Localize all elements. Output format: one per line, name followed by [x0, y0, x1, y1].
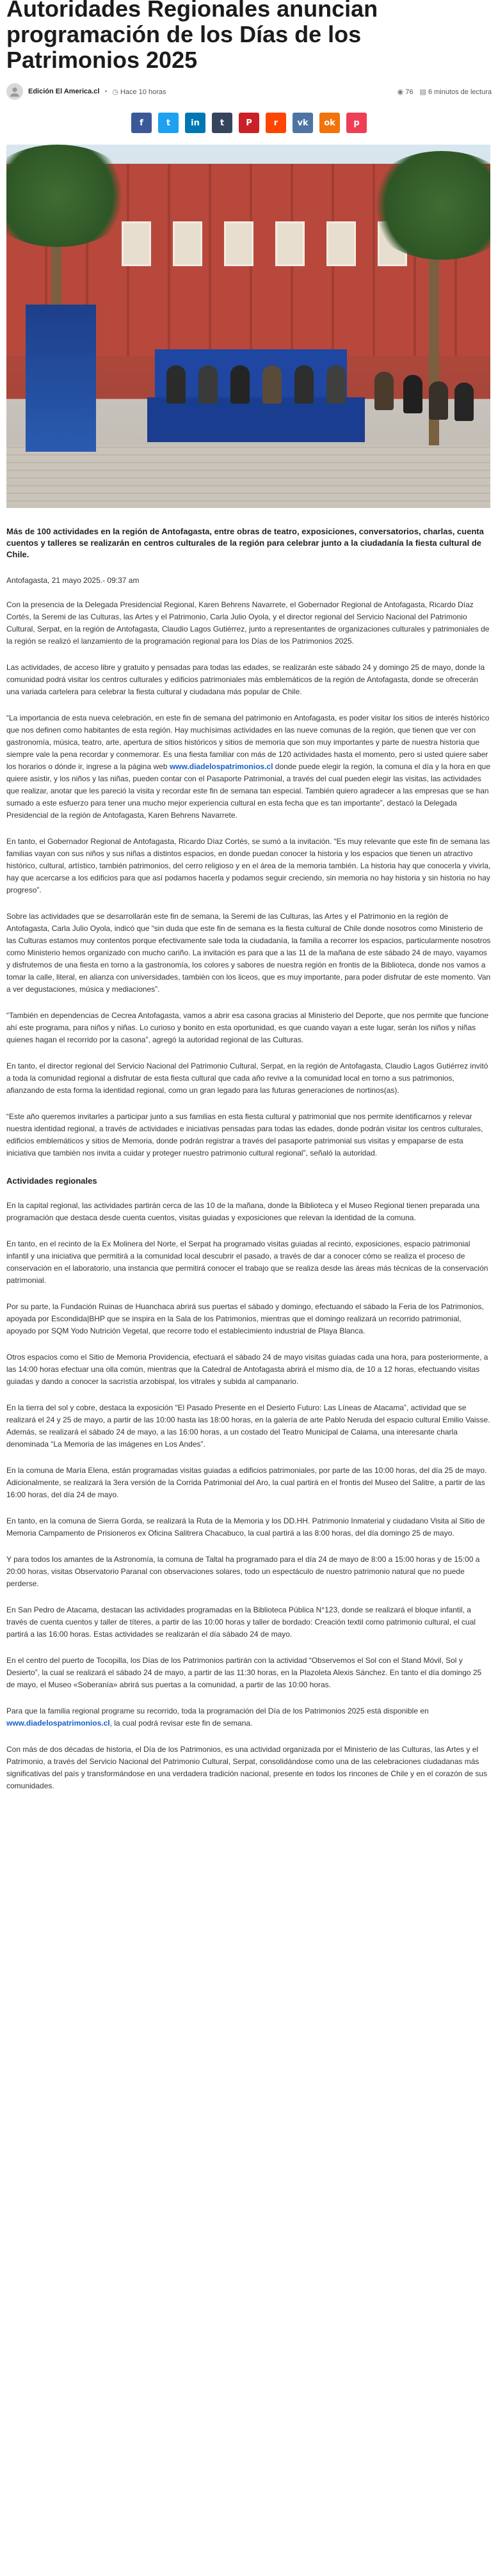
- twitter-icon: t: [166, 118, 171, 128]
- paragraph: Para que la familia regional programe su recorrido, toda la programación del Día de los Patrimonios 2025 está disponible en www.diadelospatrimonios.cl, la cual podrá revisar este fin de semana.: [6, 1706, 429, 1728]
- odnoklassniki-icon: ok: [324, 118, 335, 128]
- paragraph: Las actividades, de acceso libre y gratuito y pensadas para todas las edades, se realizarán este sábado 24 y domingo 25 de mayo, donde la comunidad podrá visitar los centros culturales y edificios patrimoniales más emblemáticos de la región de Antofagasta, donde se ofrecerán una variada cartelera para celebrar la fiesta cultural y ciudadana más popular de Chile.: [6, 663, 485, 696]
- reddit-icon: r: [273, 118, 278, 128]
- paragraph: Con la presencia de la Delegada Presidencial Regional, Karen Behrens Navarrete, el Gobernador Regional de Antofagasta, Ricardo Díaz Cortés, la Seremi de las Culturas, las Artes y el Patrimonio, Carla Julio Oyola, y el director regional del Servicio Nacional del Patrimonio Cultural, Serpat, en la región de Antofagasta, Claudio Lagos Gutiérrez, junto a representantes de organizaciones culturales y patrimoniales de la región se realizó el lanzamiento de la programación regional para los Días de los Patrimonios 2025.: [6, 600, 490, 646]
- vkontakte-icon: vk: [297, 118, 309, 128]
- article-meta: Edición El America.cl • ◷ Hace 10 horas ◉ 76 ▤ 6 minutos de lectura: [6, 82, 492, 101]
- paragraph: En el centro del puerto de Tocopilla, los Días de los Patrimonios partirán con la actividad “Observemos el Sol con el Stand Móvil, Sol y Desierto”, la cual se realizará el sábado 24 de mayo, a partir de las 11:30 horas, en la Plazoleta Alexis Sánchez. En tanto el día domingo 25 de mayo, el Museo «Soberanía» abrirá sus puertas a la comunidad, a partir de las 10:00 horas.: [6, 1656, 482, 1689]
- section-heading: Actividades regionales: [6, 1176, 97, 1186]
- pinterest-share-button[interactable]: [239, 113, 259, 133]
- view-count: 76: [405, 88, 414, 96]
- author-name[interactable]: Edición El America.cl: [28, 88, 100, 95]
- paragraph: Otros espacios como el Sitio de Memoria Providencia, efectuará el sábado 24 de mayo visitas guiadas cada una hora, para posteriormente, a las 14:00 horas efectuar una olla común, mientras que la Catedral de Antofagasta abrirá el mismo día, de 10 a 12 horas, efectuando visitas guiadas y dando a conocer la sacristía arzobispal, los vitrales y subida al campanario.: [6, 1353, 488, 1386]
- facebook-share-button[interactable]: [131, 113, 152, 133]
- paragraph: En la capital regional, las actividades partirán cerca de las 10 de la mañana, donde la Biblioteca y el Museo Regional tienen preparada una programación que destaca desde cuenta cuentos, visitas guiadas y exposiciones que relevan la identidad de la comuna.: [6, 1201, 480, 1222]
- article-title: Autoridades Regionales anuncian programación de los Días de los Patrimonios 2025: [6, 0, 378, 73]
- reddit-share-button[interactable]: [266, 113, 286, 133]
- paragraph: En la tierra del sol y cobre, destaca la exposición “El Pasado Presente en el Desierto Futuro: Las Líneas de Atacama”, actividad que se realizará el 24 y 25 de mayo, a partir de las 10:00 hasta las 18:00 horas, en la galería de arte Pablo Neruda del espacio cultural Emilio Vaisse. Además, se realizará el sábado 24 de mayo, a las 16:00 horas, a un costado del Teatro Municipal de Calama, una interesante charla denominada “La Memoria de las imágenes en Los Andes”.: [6, 1403, 490, 1449]
- paragraph: En tanto, en el recinto de la Ex Molinera del Norte, el Serpat ha programado visitas guiadas al recinto, exposiciones, espacio patrimonial infantil y una iniciativa que permitirá a la comunidad local descubrir el pasado, a través de dar a conocer cómo se realiza el proceso de conservación en el laboratorio, una instancia que permitirá conocer el trabajo que se realiza desde las áreas más técnicas de la conservación patrimonial.: [6, 1239, 488, 1285]
- paragraph: En San Pedro de Atacama, destacan las actividades programadas en la Biblioteca Pública N°123, donde se realizará el bloque infantil, a través de cuenta cuentos y taller de títeres, a partir de las 10:00 horas y taller de bordado: Creación textil como patrimonio cultural, el cual partirá a las 16:00 horas. Estas actividades se realizarán el día sábado 24 de mayo.: [6, 1605, 476, 1639]
- article-hero-image: [6, 145, 490, 508]
- patrimonios-link[interactable]: www.diadelospatrimonios.cl: [169, 762, 273, 771]
- clock-icon: ◷: [112, 88, 118, 96]
- paragraph: Sobre las actividades que se desarrollarán este fin de semana, la Seremi de las Culturas, las Artes y el Patrimonio en la región de Antofagasta, Carla Julio Oyola, indicó que “sin duda que este fin de semana es la fiesta cultural de Chile donde nosotros como Ministerio de las Culturas estamos muy contentos porque efectivamente sale toda la ciudadanía, la familia a recorrer los espacios, particularmente nosotros como Ministerio hemos organizado con mucho cariño. La invitación es para que a las 11 de la mañana de este sábado 24 de mayo, vayamos y disfrutemos de una fiesta en torno a la gastronomía, los colores y sabores de nuestra región en frontis de la Biblioteca, donde nos vamos a tomar la calle, literal, en alianza con universidades, también con los liceos, que es muy importante, para poder disfrutar de este momento. Van a ver degustaciones, música y mediaciones”.: [6, 912, 491, 994]
- patrimonios-link-closing[interactable]: www.diadelospatrimonios.cl: [6, 1719, 110, 1728]
- paragraph: “Este año queremos invitarles a participar junto a sus familias en esta fiesta cultural y patrimonial que nos permite identificarnos y relevar nuestra identidad regional, a través de actividades e iniciativas pensadas para todas las edades, donde podrán visitar los centros culturales, edificios emblemáticos y sitios de Memoria, donde podrán registrar a través del pasaporte patrimonial sus visitas y empaparse de esta iniciativa que también nos invita a cuidar y proteger nuestro patrimonio cultural regional”, señaló la autoridad.: [6, 1112, 483, 1157]
- paragraph: “La importancia de esta nueva celebración, en este fin de semana del patrimonio en Antofagasta, es poder visitar los sitios de interés histórico que nos definen como habitantes de esta región. Hay muchísimas actividades en las nueve comunas de la región, que tienen que ver con gastronomía, música, teatro, arte, apertura de sitios históricos y sitios de memoria que son muy importantes y parte de nuestra historia que siempre vale la pena recordar y conmemorar. Es una fiesta familiar con más de 120 actividades hasta el momento, pero si usted quiere saber los horarios o dónde ir, ingrese a la página web www.diadelospatrimonios.cl donde puede elegir la región, la comuna el día y la hora en que quiere asistir, y los niños y las niñas, pueden contar con el Pasaporte Patrimonial, a través del cual pueden elegir las visitas, las actividades que realizar, anotar que les pareció la visita y recordar este fin de semana tan especial. También quiero agradecer a las empresas que se han sumado a este esfuerzo para tener una mucho mejor experiencia cultural en esta fecha que es tan importante”, destacó la Delegada Presidencial de la región de Antofagasta, Karen Behrens Navarrete.: [6, 713, 491, 820]
- paragraph: Y para todos los amantes de la Astronomía, la comuna de Taltal ha programado para el día 24 de mayo de 8:00 a 15:00 horas y de 15:00 a 20:00 horas, visitas Observatorio Paranal con observaciones solares, todo un espectáculo de nuestro patrimonio natural que no puede perderse.: [6, 1555, 480, 1588]
- linkedin-share-button[interactable]: [185, 113, 205, 133]
- time-ago: Hace 10 horas: [120, 88, 166, 96]
- read-time: 6 minutos de lectura: [428, 88, 492, 96]
- pocket-icon: p: [353, 118, 360, 128]
- twitter-share-button[interactable]: [158, 113, 179, 133]
- paragraph: Por su parte, la Fundación Ruinas de Huanchaca abrirá sus puertas el sábado y domingo, efectuando el sábado la Feria de los Patrimonios, apoyada por Escondida|BHP que se inspira en la Sala de los Patrimonios, mientras que el domingo realizará un recorrido patrimonial, apoyado por SQM Yodo Nutrición Vegetal, que recorre todo el establecimiento industrial de Playa Blanca.: [6, 1302, 484, 1335]
- vkontakte-share-button[interactable]: [293, 113, 313, 133]
- user-icon: [9, 86, 20, 97]
- paragraph: Con más de dos décadas de historia, el Día de los Patrimonios, es una actividad organizada por el Ministerio de las Culturas, las Artes y el Patrimonio, a través del Servicio Nacional del Patrimonio Cultural, Serpat, consolidándose como una de las celebraciones ciudadanas más significativas del país y transformándose en una verdadera tradición nacional, presente en todos los rincones de Chile y en el corazón de sus comunidades.: [6, 1745, 488, 1790]
- article-dateline: Antofagasta, 21 mayo 2025.- 09:37 am: [6, 576, 140, 585]
- article-lead: Más de 100 actividades en la región de Antofagasta, entre obras de teatro, exposiciones, conversatorios, charlas, cuenta cuentos y talleres se realizarán en centros culturales de la región para celebrar junto a la ciudadanía la fiesta cultural de Chile.: [6, 527, 484, 559]
- tumblr-share-button[interactable]: [212, 113, 232, 133]
- facebook-icon: f: [140, 118, 143, 128]
- eye-icon: ◉: [397, 88, 404, 96]
- odnoklassniki-share-button[interactable]: [319, 113, 340, 133]
- share-bar: [6, 113, 492, 133]
- pinterest-icon: P: [246, 118, 252, 128]
- paragraph: En tanto, el director regional del Servicio Nacional del Patrimonio Cultural, Serpat, en la región de Antofagasta, Claudio Lagos Gutiérrez invitó a toda la comunidad regional a disfrutar de esta fiesta cultural que cada año revive a la comunidad local en torno a sus patrimonios, afianzando de esta forma la identidad regional, como un gran legado para las futuras generaciones de nortinos(as).: [6, 1061, 488, 1095]
- tumblr-icon: t: [220, 118, 225, 128]
- paragraph: En la comuna de María Elena, están programadas visitas guiadas a edificios patrimoniales, por parte de las 10:00 horas, del día 25 de mayo. Adicionalmente, se realizará la 3era versión de la Corrida Patrimonial del Aro, la cual partirá en el frontis del Museo del Salitre, a partir de las 16:00 horas, del día 24 de mayo.: [6, 1466, 487, 1499]
- document-icon: ▤: [419, 88, 426, 96]
- paragraph: En tanto, en la comuna de Sierra Gorda, se realizará la Ruta de la Memoria y los DD.HH. Patrimonio Inmaterial y ciudadano Visita al Sitio de Memoria Campamento de Prisioneros ex Oficina Salitrera Chacabuco, la cual partirá a las 8:00 horas, del día domingo 25 de mayo.: [6, 1516, 485, 1538]
- author-avatar[interactable]: [6, 83, 23, 100]
- paragraph: En tanto, el Gobernador Regional de Antofagasta, Ricardo Díaz Cortés, se sumó a la invitación. “Es muy relevante que este fin de semana las familias vayan con sus niños y sus niñas a distintos espacios, en donde puedan conocer la historia y los espacios que tienen un atractivo histórico, cultural, artístico, también patrimonios, del cerro religioso y en el área de la memoria también. La historia hay que conocerla y vivirla, hay que acercarse a los edificios para que así podamos hacerla y podamos seguir creciendo, sin memoria no hay historia y sin historia no hay progreso”.: [6, 837, 491, 894]
- linkedin-icon: in: [191, 118, 200, 128]
- pocket-share-button[interactable]: [346, 113, 367, 133]
- paragraph: “También en dependencias de Cecrea Antofagasta, vamos a abrir esa casona gracias al Ministerio del Deporte, que nos permite que funcione ahí este programa, para niños y niñas. Lo curioso y bonito en esta oportunidad, es que cuando vayan a este lugar, serán los niños y niñas quienes hagan el recorrido por la casona”, agregó la autoridad regional de las Culturas.: [6, 1011, 489, 1044]
